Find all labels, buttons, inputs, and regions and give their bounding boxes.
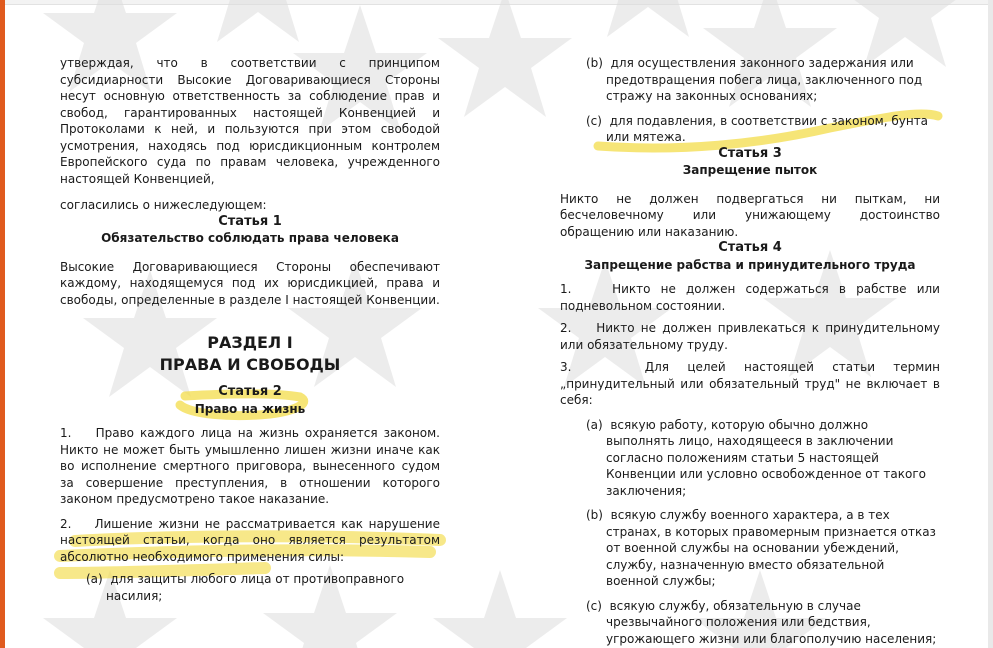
article-4-item-a bbox=[560, 417, 940, 500]
article-4-item-c bbox=[560, 598, 940, 648]
para-number: 2. bbox=[60, 516, 72, 531]
article-3-title: Статья 3 bbox=[718, 145, 782, 161]
item-label: (b) bbox=[586, 508, 603, 522]
para-text: Право каждого лица на жизнь охраняется законом. Никто не может быть умышленно лишен жизни иначе как во исполнение смертного приговора, вынесенного судом за совершение преступления, в отношении которого законом предусмотрено такое наказание. bbox=[60, 426, 440, 506]
article-2-para-1 bbox=[60, 425, 440, 508]
article-2-item-a bbox=[60, 571, 440, 604]
item-label: (c) bbox=[586, 113, 602, 128]
para-number: 2. bbox=[560, 321, 572, 335]
item-label: (c) bbox=[586, 598, 602, 613]
para-number: 3. bbox=[560, 360, 572, 374]
item-text: всякую работу, которую обычно должно выполнять лицо, находящееся в заключении согласно положениям статьи 5 настоящей Конвенции или условно освобожденное от такого заключения; bbox=[606, 417, 926, 498]
article-4-para-1 bbox=[560, 281, 940, 314]
article-4-item-b bbox=[560, 507, 940, 590]
article-2-item-b bbox=[560, 55, 940, 105]
article-3-subtitle: Запрещение пыток bbox=[682, 163, 818, 177]
item-text: для подавления, в соответствии с законом, бунта или мятежа. bbox=[606, 113, 929, 144]
para-text: Никто не должен содержаться в рабстве или подневольном состоянии. bbox=[560, 282, 940, 313]
item-label: (b) bbox=[586, 56, 603, 70]
item-text: всякую службу военного характера, а в тех странах, в которых правомерным признается отказ от военной службы на основании убеждений, службу, назначенную вместо обязательной военной службы; bbox=[606, 508, 936, 588]
article-2-item-c bbox=[560, 113, 940, 146]
agreed-line: согласились о нижеследующем: bbox=[60, 198, 267, 212]
article-1-subtitle: Обязательство соблюдать права человека bbox=[101, 231, 399, 245]
para-text: Для целей настоящей статьи термин „принудительный или обязательный труд" не включает в себя: bbox=[560, 360, 940, 407]
para-text: Лишение жизни не рассматривается как нарушение настоящей статьи, когда оно является результатом абсолютно необходимого применения силы: bbox=[60, 516, 440, 564]
article-2-para-2 bbox=[60, 516, 440, 566]
section-number: РАЗДЕЛ I bbox=[207, 333, 293, 352]
right-column bbox=[560, 55, 940, 647]
item-text: для осуществления законного задержания или предотвращения побега лица, заключенного под стражу на законных основаниях; bbox=[606, 56, 923, 103]
item-label: (a) bbox=[586, 417, 603, 432]
intro-paragraph: утверждая, что в соответствии с принципом субсидиарности Высокие Договаривающиеся Стороны несут основную ответственность за соблюдение прав и свобод, гарантированных настоящей Конвенцией и Протоколами к ней, и пользуются при этом свободой усмотрения, находясь под юрисдикционным контролем Европейского суда по правам человека, учрежденного настоящей Конвенцией, bbox=[60, 56, 440, 186]
para-number: 1. bbox=[60, 426, 72, 440]
left-column bbox=[60, 55, 440, 604]
item-text: для защиты любого лица от противоправного насилия; bbox=[106, 572, 405, 603]
section-heading bbox=[60, 332, 440, 376]
article-4-subtitle: Запрещение рабства и принудительного труда bbox=[584, 257, 916, 272]
article-1-title: Статья 1 bbox=[218, 213, 282, 229]
article-4-para-3 bbox=[560, 359, 940, 409]
item-text: всякую службу, обязательную в случае чрезвычайного положения или бедствия, угрожающего жизни или благополучию населения; bbox=[606, 598, 937, 646]
para-text: Никто не должен привлекаться к принудительному или обязательному труду. bbox=[560, 321, 940, 352]
article-2-subtitle: Право на жизнь bbox=[194, 401, 306, 416]
article-4-title: Статья 4 bbox=[718, 240, 782, 255]
article-2-title: Статья 2 bbox=[218, 384, 282, 399]
section-title: ПРАВА И СВОБОДЫ bbox=[159, 355, 341, 374]
article-3-text: Никто не должен подвергаться ни пыткам, ни бесчеловечному или унижающему достоинство обращению или наказанию. bbox=[560, 191, 940, 239]
item-label: (a) bbox=[86, 572, 103, 586]
article-4-para-2 bbox=[560, 320, 940, 353]
para-number: 1. bbox=[560, 282, 572, 296]
article-1-text: Высокие Договаривающиеся Стороны обеспечивают каждому, находящемуся под их юрисдикцией, права и свободы, определенные в разделе I настоящей Конвенции. bbox=[60, 259, 440, 307]
